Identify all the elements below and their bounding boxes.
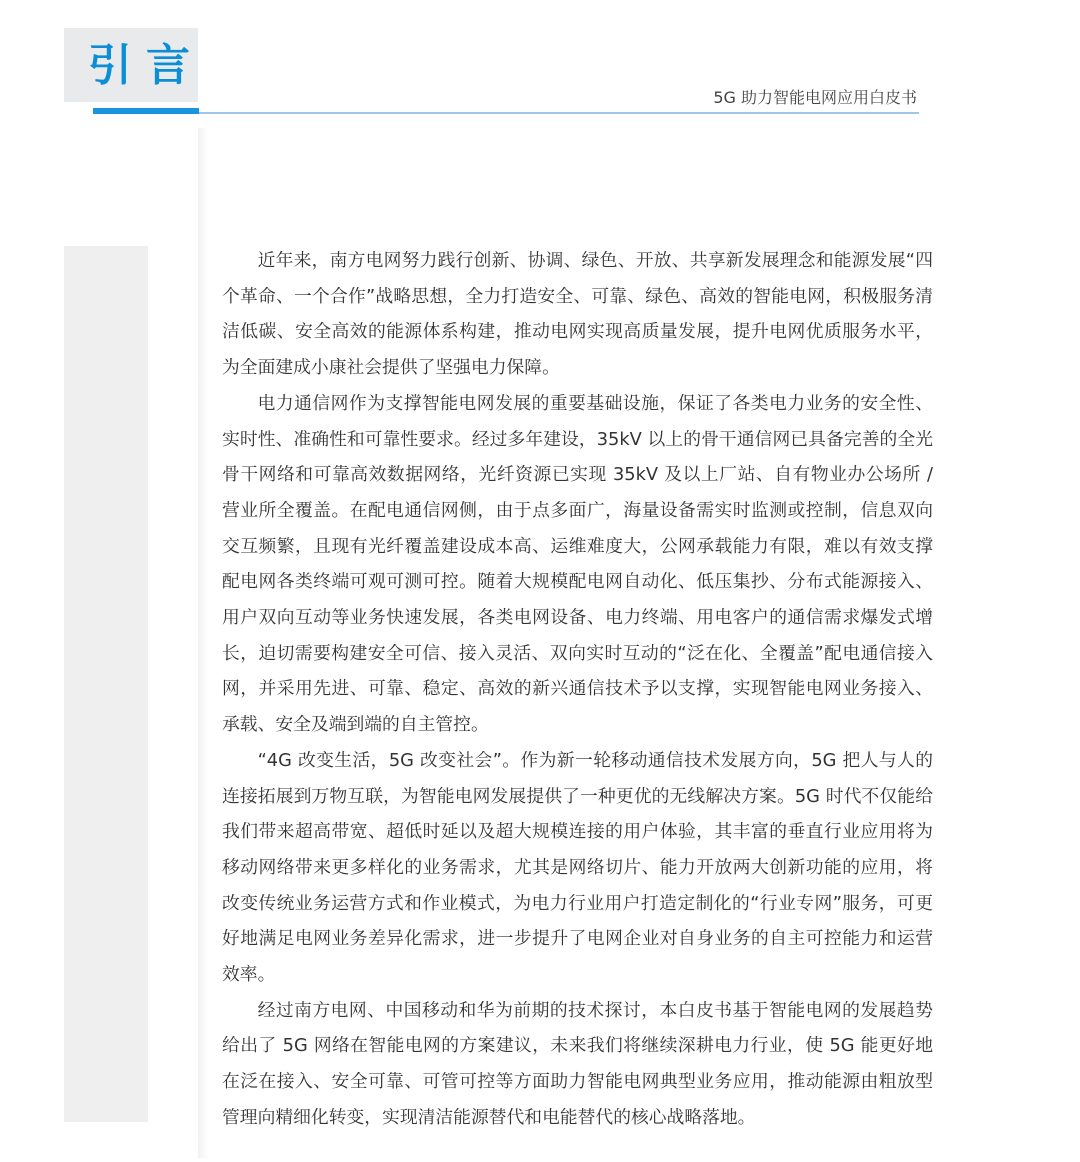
header-divider xyxy=(199,112,919,114)
paragraph-2: 电力通信网作为支撑智能电网发展的重要基础设施，保证了各类电力业务的安全性、实时性、准确性和可靠性要求。经过多年建设，35kV 以上的骨干通信网已具备完善的全光骨干网络和可靠高效数据网络，光纤资源已实现 35kV 及以上厂站、自有物业办公场所 / 营业所全覆盖。在配电通信网侧，由于点多面广，海量设备需实时监测或控制，信息双向交互频繁，且现有光纤覆盖建设成本高、运维难度大，公网承载能力有限，难以有效支撑配电网各类终端可观可测可控。随着大规模配电网自动化、低压集抄、分布式能源接入、用户双向互动等业务快速发展，各类电网设备、电力终端、用电客户的通信需求爆发式增长，迫切需要构建安全可信、接入灵活、双向实时互动的“泛在化、全覆盖”配电通信接入网，并采用先进、可靠、稳定、高效的新兴通信技术予以支撑，实现智能电网业务接入、承载、安全及端到端的自主管控。 xyxy=(222,392,933,736)
title-underline xyxy=(93,108,199,114)
content-edge-shade xyxy=(198,128,208,1158)
paragraph-3: “4G 改变生活，5G 改变社会”。作为新一轮移动通信技术发展方向，5G 把人与人的连接拓展到万物互联，为智能电网发展提供了一种更优的无线解决方案。5G 时代不仅能给我们带来超高带宽、超低时延以及超大规模连接的用户体验，其丰富的垂直行业应用将为移动网络带来更多样化的业务需求，尤其是网络切片、能力开放两大创新功能的应用，将改变传统业务运营方式和作业模式，为电力行业用户打造定制化的“行业专网”服务，可更好地满足电网业务差异化需求，进一步提升了电网企业对自身业务的自主可控能力和运营效率。 xyxy=(222,749,933,986)
page-title: 引言 xyxy=(88,40,204,91)
paragraph-4: 经过南方电网、中国移动和华为前期的技术探讨，本白皮书基于智能电网的发展趋势给出了 5G 网络在智能电网的方案建议，未来我们将继续深耕电力行业，使 5G 能更好地在泛在接入、安全可靠、可管可控等方面助力智能电网典型业务应用，推动能源由粗放型管理向精细化转变，实现清洁能源替代和电能替代的核心战略落地。 xyxy=(222,999,933,1128)
left-decorative-bar xyxy=(64,246,148,1122)
body-text xyxy=(222,243,933,1136)
header-caption: 5G 助力智能电网应用白皮书 xyxy=(713,88,917,107)
paragraph-1: 近年来，南方电网努力践行创新、协调、绿色、开放、共享新发展理念和能源发展“四个革命、一个合作”战略思想，全力打造安全、可靠、绿色、高效的智能电网，积极服务清洁低碳、安全高效的能源体系构建，推动电网实现高质量发展，提升电网优质服务水平，为全面建成小康社会提供了坚强电力保障。 xyxy=(222,250,933,379)
